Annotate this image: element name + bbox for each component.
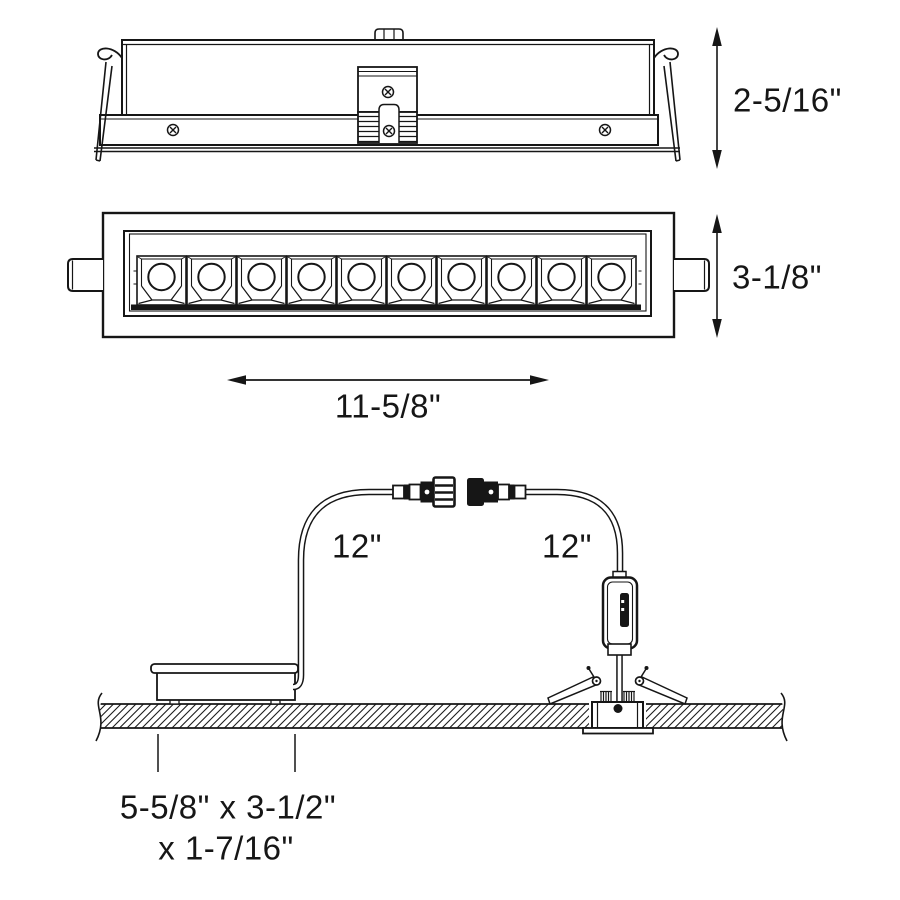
adjustment-knob-icon [375, 29, 403, 40]
front-view [68, 213, 722, 385]
right-cable-length-label: 12" [542, 527, 592, 565]
break-line-icon [96, 693, 102, 741]
driver-box [151, 664, 298, 704]
break-line-icon [781, 693, 787, 741]
screw-icon [168, 125, 179, 136]
cable-left [293, 492, 394, 687]
driver-box-size-label-cont: x 1-7/16" [158, 829, 294, 867]
fixture-flange [583, 728, 653, 734]
driver-box-size-label: 5-5/8" x 3-1/2" [119, 788, 337, 826]
mount-tab-right [674, 259, 709, 291]
fixture-length-label: 11-5/8" [334, 387, 442, 425]
length-dimension-arrow [227, 375, 549, 385]
connector-female-icon [467, 478, 526, 506]
screw-icon [384, 126, 395, 137]
side-view [94, 27, 722, 169]
fixture-height-label: 3-1/8" [732, 258, 822, 296]
trim-lip [94, 148, 680, 152]
screw-icon [383, 87, 394, 98]
mount-tab-left [68, 259, 103, 291]
trim-height-dimension-arrow [712, 214, 722, 338]
height-dimension-arrow [712, 27, 722, 169]
connector-male-icon [393, 478, 455, 507]
housing-height-label: 2-5/16" [733, 81, 842, 119]
screw-icon [600, 125, 611, 136]
clip-arm-left-icon [548, 666, 596, 704]
baffle-bar [131, 305, 641, 311]
inline-switch [603, 572, 637, 656]
installation-view [96, 478, 787, 773]
clip-arm-right-icon [639, 666, 687, 704]
left-cable-length-label: 12" [332, 527, 382, 565]
witness-lines [158, 734, 295, 772]
switch-bottom-port [608, 644, 631, 655]
